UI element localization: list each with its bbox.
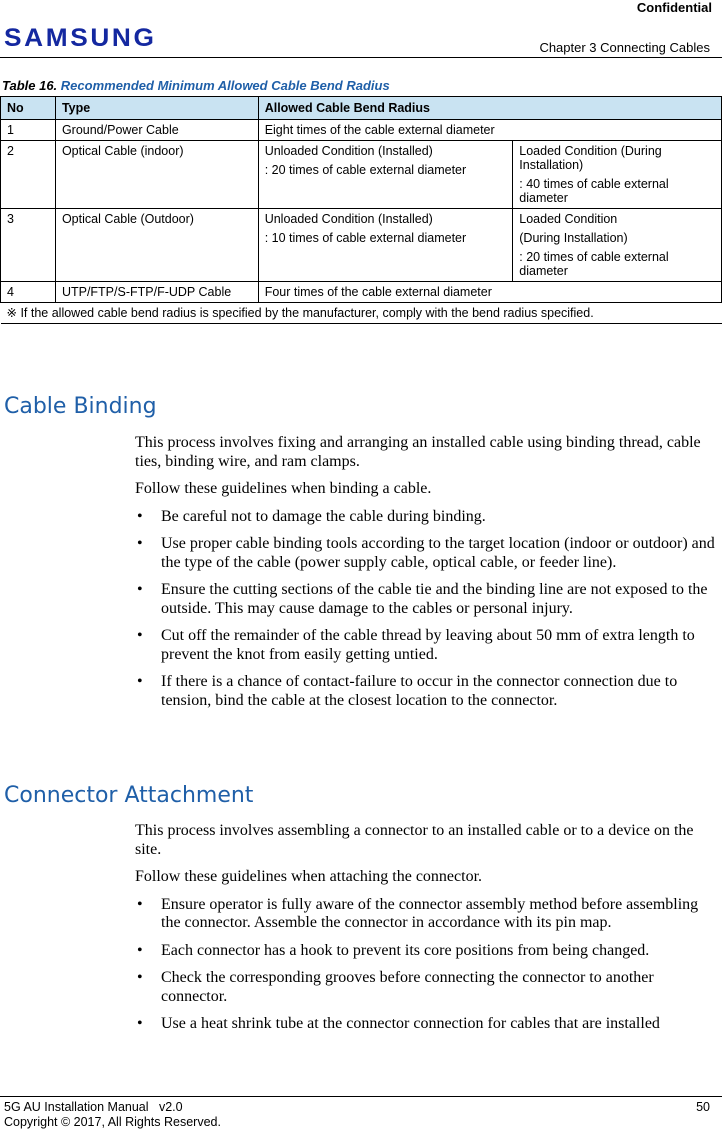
bullet-icon: • <box>137 535 143 552</box>
page-number: 50 <box>696 1100 710 1114</box>
chapter-title: Chapter 3 Connecting Cables <box>539 40 710 55</box>
manual-version: 5G AU Installation Manual v2.0 <box>4 1100 183 1114</box>
table-caption-label: Table 16. <box>2 78 58 93</box>
connector-attachment-section <box>135 822 715 1043</box>
table-row <box>1 209 722 282</box>
table-note-row <box>1 303 722 324</box>
samsung-logo: SAMSUNG <box>4 24 157 52</box>
list-item-text: Check the corresponding grooves before connecting the connector to another connector. <box>161 969 654 1005</box>
connector-attachment-heading: Connector Attachment <box>4 783 254 808</box>
loaded-value: : 20 times of cable external diameter <box>519 250 669 278</box>
connector-attachment-intro: This process involves assembling a connector to an installed cable or to a device on the site. <box>135 822 694 858</box>
loaded-title: Loaded Condition <box>519 212 618 226</box>
list-item-text: Be careful not to damage the cable during binding. <box>161 507 486 525</box>
row-type: Optical Cable (indoor) <box>55 141 258 209</box>
unloaded-cell <box>258 141 513 209</box>
row-no: 3 <box>1 209 56 282</box>
row-no: 4 <box>1 282 56 303</box>
cable-binding-intro: This process involves fixing and arranging an installed cable using binding thread, cable ties, binding wire, and ram clamps. <box>135 434 701 470</box>
list-item-text: Use proper cable binding tools according to the target location (indoor or outdoor) and the type of the cable (power supply cable, optical cable, or feeder line). <box>161 535 715 571</box>
unloaded-cell <box>258 209 513 282</box>
confidential-label: Confidential <box>636 0 712 15</box>
list-item-text: If there is a chance of contact-failure to occur in the connector connection due to tension, bind the cable at the closest location to the connector. <box>161 673 678 709</box>
list-item <box>135 942 715 961</box>
table-row <box>1 141 722 209</box>
bullet-icon: • <box>137 969 143 986</box>
unloaded-value: : 10 times of cable external diameter <box>264 231 467 245</box>
unloaded-title: Unloaded Condition (Installed) <box>264 212 433 226</box>
bullet-icon: • <box>137 507 143 525</box>
row-no: 1 <box>1 120 56 141</box>
list-item <box>135 673 715 710</box>
row-no: 2 <box>1 141 56 209</box>
list-item <box>135 1015 715 1034</box>
row-type: UTP/FTP/S-FTP/F-UDP Cable <box>55 282 258 303</box>
table-row <box>1 282 722 303</box>
loaded-sub: (During Installation) <box>519 231 628 245</box>
list-item-text: Ensure the cutting sections of the cable tie and the binding line are not exposed to the outside. This may cause damage to the cables or personal injury. <box>161 581 708 617</box>
cable-binding-list <box>135 508 715 711</box>
loaded-cell <box>513 209 722 282</box>
row-type: Optical Cable (Outdoor) <box>55 209 258 282</box>
list-item-text: Ensure operator is fully aware of the connector assembly method before assembling the connector. Assemble the connector in accordance with its pin map. <box>161 895 699 931</box>
footer-divider <box>0 1096 722 1097</box>
copyright: Copyright © 2017, All Rights Reserved. <box>4 1115 221 1129</box>
table-caption-title: Recommended Minimum Allowed Cable Bend Radius <box>60 78 390 93</box>
table-note: ※ If the allowed cable bend radius is specified by the manufacturer, comply with the bend radius specified. <box>1 303 722 324</box>
header-radius: Allowed Cable Bend Radius <box>258 97 721 120</box>
list-item <box>135 581 715 618</box>
row-radius: Eight times of the cable external diameter <box>258 120 721 141</box>
loaded-title: Loaded Condition (During Installation) <box>519 144 662 172</box>
list-item-text: Each connector has a hook to prevent its core positions from being changed. <box>161 941 650 959</box>
table-caption <box>2 78 390 93</box>
list-item-text: Use a heat shrink tube at the connector connection for cables that are installed <box>161 1015 660 1032</box>
loaded-cell <box>513 141 722 209</box>
table-row <box>1 120 722 141</box>
cable-binding-section <box>135 434 715 719</box>
list-item <box>135 896 715 933</box>
list-item <box>135 969 715 1006</box>
cable-binding-lead: Follow these guidelines when binding a cable. <box>135 480 432 497</box>
bullet-icon: • <box>137 673 143 690</box>
bullet-icon: • <box>137 895 143 913</box>
header-type: Type <box>55 97 258 120</box>
unloaded-value: : 20 times of cable external diameter <box>264 163 467 177</box>
bullet-icon: • <box>137 941 143 959</box>
unloaded-title: Unloaded Condition (Installed) <box>264 144 433 158</box>
list-item <box>135 508 715 527</box>
bullet-icon: • <box>137 581 143 598</box>
bullet-icon: • <box>137 1015 143 1032</box>
list-item-text: Cut off the remainder of the cable thread by leaving about 50 mm of extra length to prevent the knot from easily getting untied. <box>161 627 695 663</box>
bullet-icon: • <box>137 627 143 644</box>
row-radius: Four times of the cable external diameter <box>258 282 721 303</box>
list-item <box>135 627 715 664</box>
list-item <box>135 535 715 572</box>
table-header-row <box>1 97 722 120</box>
cable-binding-heading: Cable Binding <box>4 394 157 419</box>
header-no: No <box>1 97 56 120</box>
connector-attachment-lead: Follow these guidelines when attaching the connector. <box>135 868 483 885</box>
footer-left <box>4 1100 221 1130</box>
bend-radius-table <box>0 96 722 324</box>
connector-attachment-list <box>135 896 715 1034</box>
header-divider <box>0 57 722 58</box>
row-type: Ground/Power Cable <box>55 120 258 141</box>
loaded-value: : 40 times of cable external diameter <box>519 177 669 205</box>
